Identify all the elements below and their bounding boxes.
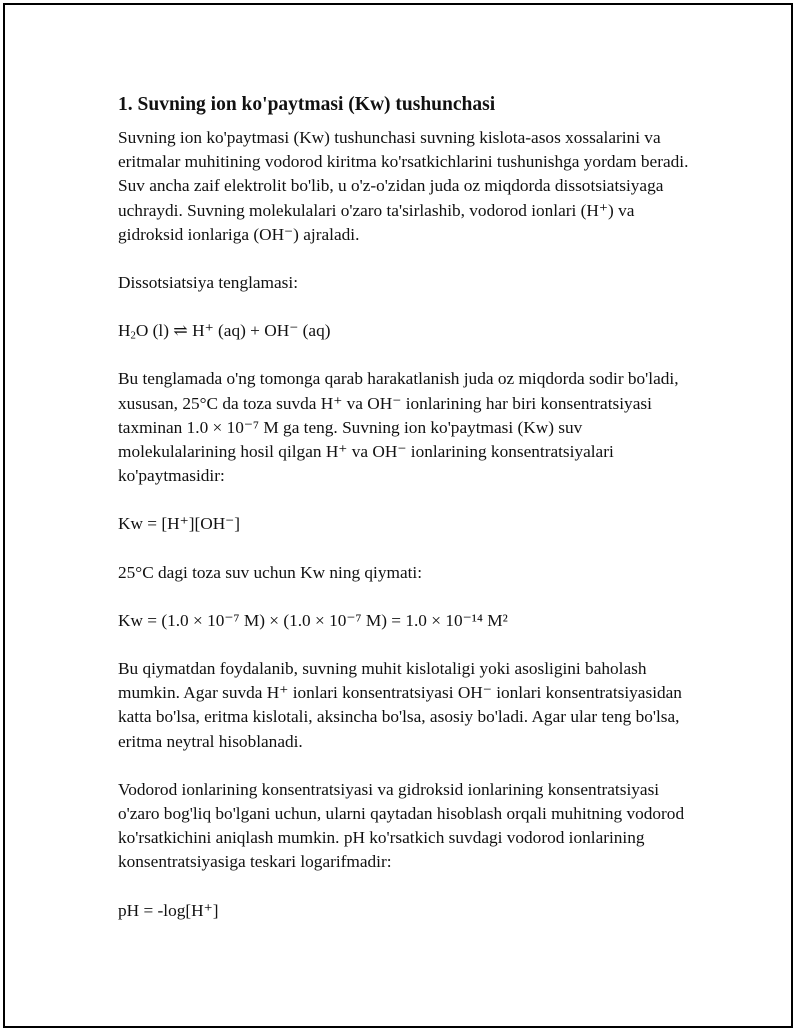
ph-formula: pH = -log[H⁺] [118, 900, 219, 920]
water-subscript: 2 [130, 329, 136, 342]
medium-assessment-paragraph: Bu qiymatdan foydalanib, suvning muhit kislotaligi yoki asosligini baholash mumkin. Agar suvda H⁺ ionlari konsentratsiyasi OH⁻ ionlari konsentratsiyasidan katta bo'lsa, eritma kislotali, aksincha bo'lsa, asosiy bo'ladi. Agar ular teng bo'lsa, eritma neytral hisoblanadi. [118, 659, 682, 751]
kw-value-equation: Kw = (1.0 × 10⁻⁷ M) × (1.0 × 10⁻⁷ M) = 1.0 × 10⁻¹⁴ M² [118, 610, 508, 630]
ph-intro-paragraph: Vodorod ionlarining konsentratsiyasi va gidroksid ionlarining konsentratsiyasi o'zaro bog'liq bo'lgani uchun, ularni qaytadan hisoblash orqali muhitning vodorod ko'rsatkichini aniqlash mumkin. pH ko'rsatkich suvdagi vodorod ionlarining konsentratsiyasiga teskari logarifmadir: [118, 779, 685, 872]
equilibrium-arrow: ⇌ [173, 321, 188, 341]
dissociation-equation [118, 319, 698, 343]
dissociation-products: H⁺ (aq) + OH⁻ (aq) [192, 321, 331, 341]
dissociation-label: Dissotsiatsiya tenglamasi: [118, 273, 298, 293]
water-state: O (l) [135, 321, 169, 341]
section-heading: 1. Suvning ion ko'paytmasi (Kw) tushunchasi [118, 94, 496, 115]
document-content [118, 92, 698, 947]
kw-formula: Kw = [H⁺][OH⁻] [118, 514, 241, 534]
water-symbol: H [118, 321, 131, 341]
intro-paragraph: Suvning ion ko'paytmasi (Kw) tushunchasi suvning kislota-asos xossalarini va eritmalar muhitining vodorod kiritma ko'rsatkichlarini tushunishga yordam beradi. Suv ancha zaif elektrolit bo'lib, u o'z-o'zidan juda oz miqdorda dissotsiatsiyaga uchraydi. Suvning molekulalari o'zaro ta'sirlashib, vodorod ionlari (H⁺) va gidroksid ionlariga (OH⁻) ajraladi. [118, 128, 689, 244]
kw-value-label: 25°C dagi toza suv uchun Kw ning qiymati: [118, 562, 423, 582]
explanation-paragraph: Bu tenglamada o'ng tomonga qarab harakatlanish juda oz miqdorda sodir bo'ladi, xususan, 25°C da toza suvda H⁺ va OH⁻ ionlarining har biri konsentratsiyasi taxminan 1.0 × 10⁻⁷ M ga teng. Suvning ion ko'paytmasi (Kw) suv molekulalarining hosil qilgan H⁺ va OH⁻ ionlarining konsentratsiyalari ko'paytmasidir: [118, 369, 679, 486]
